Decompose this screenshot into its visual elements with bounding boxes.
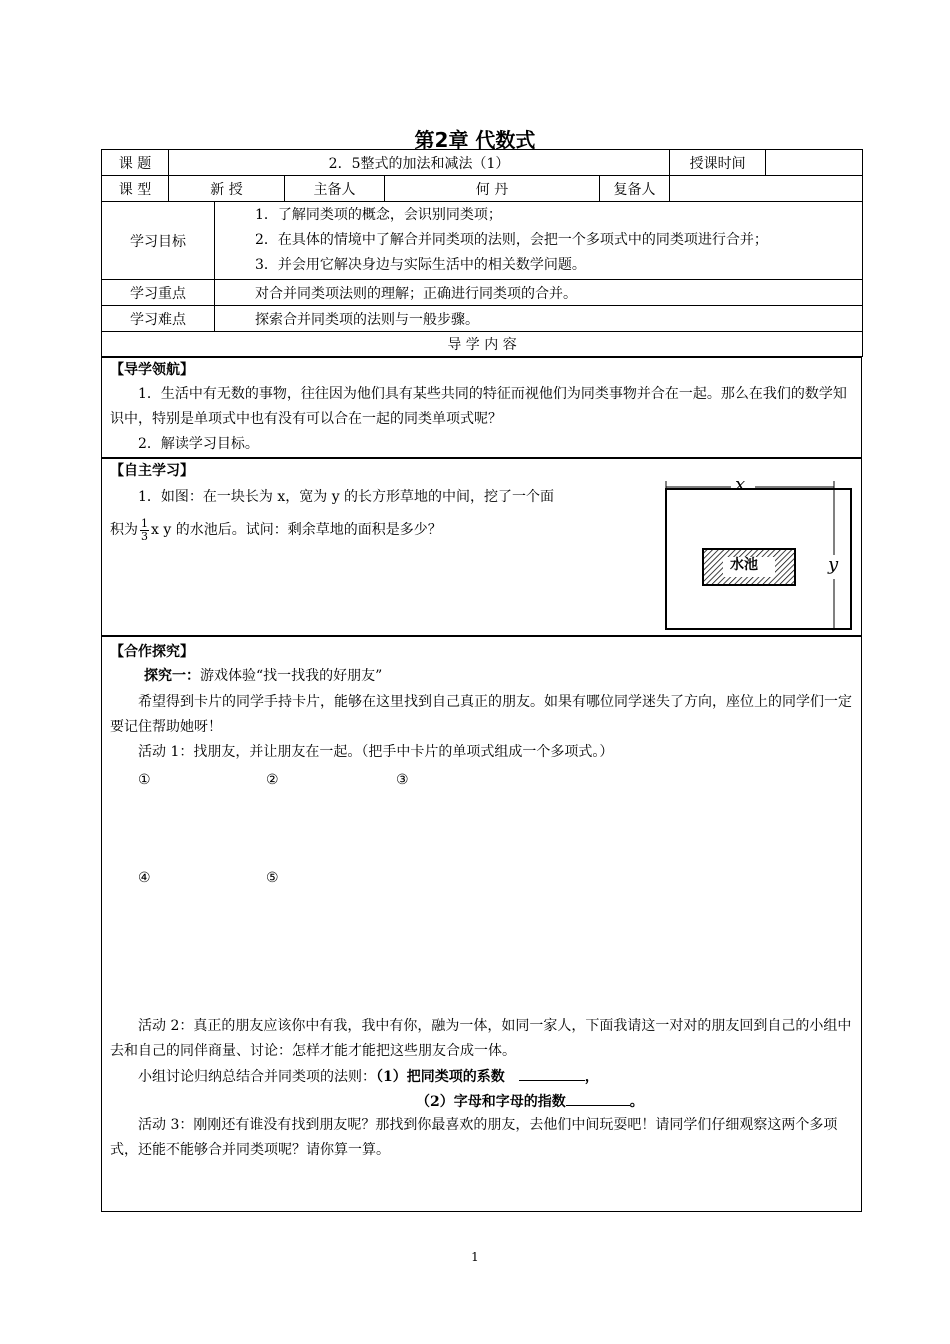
circle-4: ④: [138, 870, 151, 886]
fraction-numerator: 1: [141, 516, 148, 530]
circle-2: ②: [266, 772, 279, 788]
explore1: [144, 664, 382, 688]
q1-suffix: x y 的水池后。试问：剩余草地的面积是多少？: [151, 522, 442, 538]
rule-line-2: [416, 1090, 644, 1114]
label-sub: 复备人: [600, 176, 670, 202]
guide-section: [101, 357, 862, 458]
circle-1: ①: [138, 772, 151, 788]
q1-prefix: 积为: [110, 522, 138, 538]
rule2: （2）字母和字母的指数: [416, 1094, 566, 1110]
main-value: 何 丹: [385, 176, 600, 202]
label-focus: 学习重点: [102, 280, 215, 306]
fraction-denominator: 3: [141, 529, 148, 543]
sub-value: [670, 176, 863, 202]
coop-intro: 希望得到卡片的同学手持卡片，能够在这里找到自己真正的朋友。如果有哪位同学迷失了方向，座位上的同学们一定要记住帮助她呀！: [110, 694, 852, 735]
activity2: 活动 2：真正的朋友应该你中有我，我中有你，融为一体，如同一家人，下面我请这一对对的朋友回到自己的小组中去和自己的同伴商量、讨论：怎样才能才能把这些朋友合成一体。: [110, 1018, 852, 1059]
circle-3: ③: [396, 772, 409, 788]
coop-title: 【合作探究】: [110, 644, 194, 660]
label-difficulty: 学习难点: [102, 306, 215, 332]
activity1: 活动 1：找朋友，并让朋友在一起。（把手中卡片的单项式组成一个多项式。）: [138, 744, 614, 760]
rule-prefix: 小组讨论归纳总结合并同类项的法则：: [138, 1069, 376, 1085]
page-number: 1: [471, 1250, 479, 1264]
content-heading: 导 学 内 容: [102, 332, 863, 357]
self-study-q1-line2: [110, 515, 442, 545]
label-objectives: 学习目标: [102, 202, 215, 280]
objectives-list: [215, 202, 863, 280]
guide-p1: 1．生活中有无数的事物，往往因为他们具有某些共同的特征而视他们为同类事物并合在一起。那么在我们的数学知识中，特别是单项式中也有没有可以合在一起的同类单项式呢？: [110, 386, 847, 427]
lesson-topic: 2．5整式的加法和减法（1）: [169, 150, 670, 176]
type-value: 新 授: [169, 176, 285, 202]
self-study-q1-line1: 1．如图：在一块长为 x，宽为 y 的长方形草地的中间，挖了一个面: [138, 489, 555, 505]
rule1-end: ，: [584, 1069, 599, 1085]
circle-5: ⑤: [266, 870, 279, 886]
figure-pool-label: 水池: [730, 557, 758, 573]
explore1-label: 探究一：: [144, 668, 200, 684]
rule2-end: 。: [629, 1094, 644, 1110]
label-time: 授课时间: [670, 150, 766, 176]
pond-figure: [659, 467, 859, 635]
time-value: [766, 150, 863, 176]
coop-section: [101, 636, 862, 1212]
label-main: 主备人: [285, 176, 385, 202]
objective-2: 2．在具体的情境中了解合并同类项的法则，会把一个多项式中的同类项进行合并；: [255, 232, 768, 248]
label-type: 课 型: [102, 176, 169, 202]
figure-top-label: x: [735, 474, 746, 495]
rule1-blank[interactable]: [519, 1065, 585, 1081]
difficulty-text: 探索合并同类项的法则与一般步骤。: [215, 306, 863, 332]
objective-1: 1．了解同类项的概念，会识别同类项；: [255, 207, 502, 223]
figure-side-label: y: [828, 554, 839, 575]
page-title: 第2章 代数式: [414, 128, 536, 152]
rule1: （1）把同类项的系数: [376, 1069, 505, 1085]
explore1-text: 游戏体验“找一找我的好朋友”: [200, 668, 383, 684]
objective-3: 3．并会用它解决身边与实际生活中的相关数学问题。: [255, 257, 586, 273]
focus-text: 对合并同类项法则的理解；正确进行同类项的合并。: [215, 280, 863, 306]
self-study-title: 【自主学习】: [110, 463, 194, 479]
header-table: [101, 149, 863, 357]
self-study-section: [101, 458, 862, 636]
activity3: 活动 3：刚刚还有谁没有找到朋友呢？那找到你最喜欢的朋友，去他们中间玩耍吧！请同学们仔细观察这两个多项式，还能不能够合并同类项呢？请你算一算。: [110, 1117, 838, 1158]
fraction-one-third: [140, 518, 149, 543]
label-keti: 课 题: [102, 150, 169, 176]
guide-title: 【导学领航】: [110, 362, 194, 378]
rule-line-1: [138, 1065, 599, 1089]
rule2-blank[interactable]: [566, 1090, 630, 1106]
guide-p2: 2．解读学习目标。: [138, 436, 259, 452]
